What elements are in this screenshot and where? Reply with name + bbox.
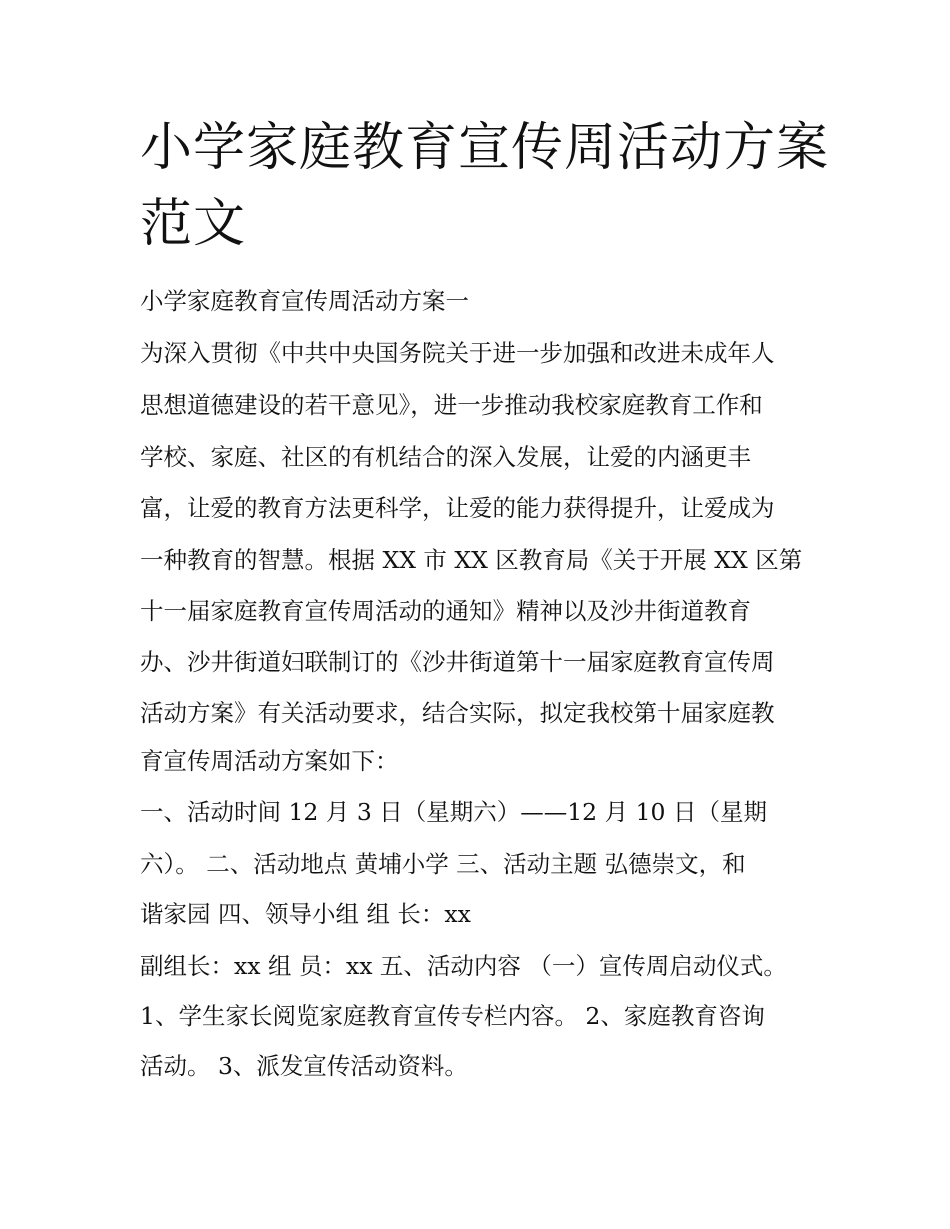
paragraph-line: 思想道德建设的若干意见》，进一步推动我校家庭教育工作和 — [140, 391, 763, 419]
paragraph-line: 活动方案》有关活动要求，结合实际，拟定我校第十届家庭教 — [140, 699, 775, 727]
paragraph-line: 十一届家庭教育宣传周活动的通知》精神以及沙井街道教育 — [140, 597, 751, 625]
title-line-2: 范文 — [140, 194, 247, 254]
paragraph-line: 办、沙井街道妇联制订的《沙井街道第十一届家庭教育宣传周 — [140, 648, 775, 676]
paragraph-line: 育宣传周活动方案如下： — [140, 747, 399, 775]
paragraph-line: 一、活动时间 12 月 3 日（星期六）——12 月 10 日（星期 — [140, 798, 767, 826]
paragraph-line: 活动。 3、派发宣传活动资料。 — [140, 1052, 468, 1080]
paragraph-line: 富，让爱的教育方法更科学，让爱的能力获得提升，让爱成为 — [140, 494, 775, 522]
paragraph-line: 谐家园 四、领导小组 组 长：xx — [140, 900, 471, 928]
paragraph-line: 六）。 二、活动地点 黄埔小学 三、活动主题 弘德崇文，和 — [140, 850, 746, 878]
paragraph-line: 为深入贯彻《中共中央国务院关于进一步加强和改进未成年人 — [140, 339, 775, 367]
section-heading: 小学家庭教育宣传周活动方案一 — [140, 287, 469, 315]
paragraph-line: 一种教育的智慧。根据 XX 市 XX 区教育局《关于开展 XX 区第 — [140, 546, 803, 574]
document-title — [140, 110, 830, 262]
paragraph-line: 1、学生家长阅览家庭教育宣传专栏内容。 2、家庭教育咨询 — [140, 1002, 765, 1030]
paragraph-line: 副组长：xx 组 员：xx 五、活动内容 （一）宣传周启动仪式。 — [140, 952, 787, 980]
title-line-1: 小学家庭教育宣传周活动方案 — [140, 118, 830, 178]
paragraph-line: 学校、家庭、社区的有机结合的深入发展，让爱的内涵更丰 — [140, 443, 751, 471]
